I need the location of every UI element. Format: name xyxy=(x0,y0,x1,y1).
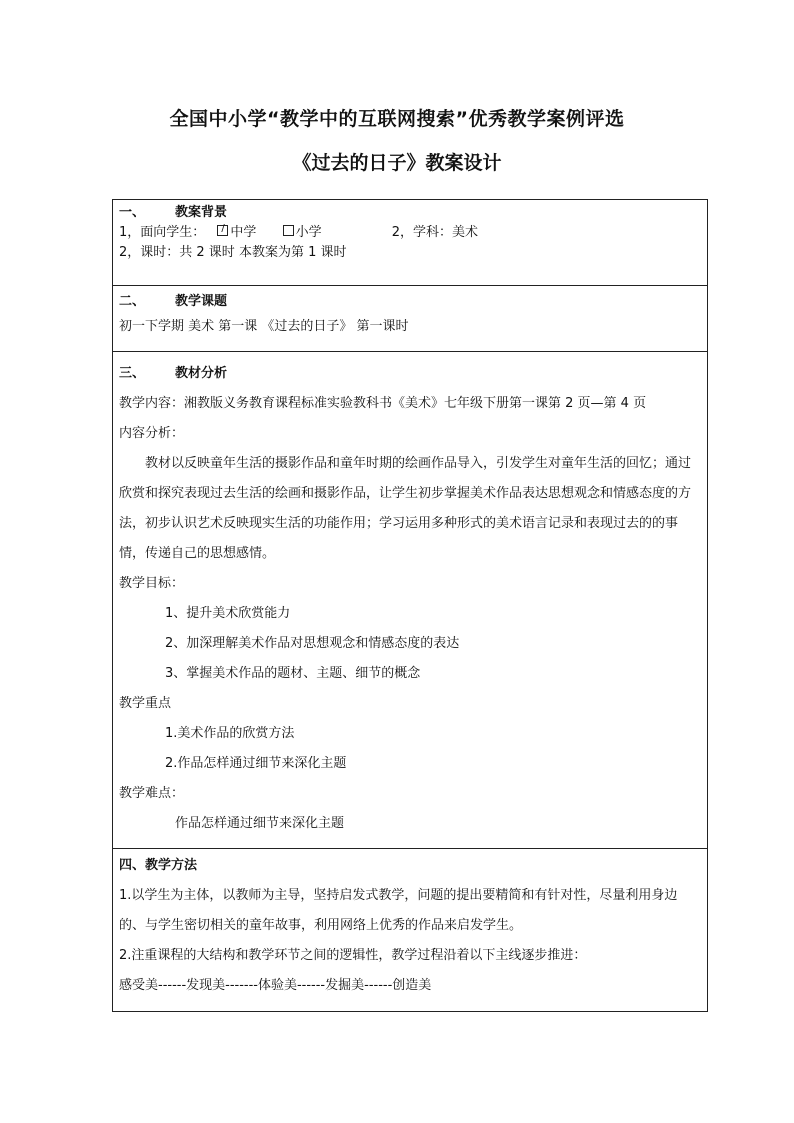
method-point-1: 1.以学生为主体，以教师为主导，坚持启发式教学，问题的提出要精简和有针对性，尽量利用身边的、与学生密切相关的童年故事，利用网络上优秀的作品来启发学生。 xyxy=(119,888,678,933)
unchecked-box-icon xyxy=(283,225,294,236)
key-point-item: 2.作品怎样通过细节来深化主题 xyxy=(165,756,347,771)
section-method xyxy=(113,849,707,1011)
method-point-2: 2.注重课程的大结构和教学环节之间的逻辑性，教学过程沿着以下主线逐步推进： xyxy=(119,948,587,963)
section-title: 四、教学方法 xyxy=(119,858,198,873)
key-point-item: 1.美术作品的欣赏方法 xyxy=(165,726,295,741)
analysis-paragraph: 教材以反映童年生活的摄影作品和童年时期的绘画作品导入，引发学生对童年生活的回忆；通过欣赏和探究表现过去生活的绘画和摄影作品，让学生初步掌握美术作品表达思想观念和情感态度的方法，初步认识艺术反映现实生活的功能作用；学习运用多种形式的美术语言记录和表现过去的的事情，传递自己的思想感情。 xyxy=(119,456,692,561)
difficulty-item: 作品怎样通过细节来深化主题 xyxy=(175,816,345,831)
section-title: 教材分析 xyxy=(175,366,228,381)
audience-row xyxy=(119,223,701,243)
hours-row: 2，课时：共 2 课时 本教案为第 1 课时 xyxy=(119,245,347,260)
section-analysis xyxy=(113,352,707,849)
document-subtitle: 《过去的日子》教案设计 xyxy=(292,152,502,174)
section-number: 三、 xyxy=(119,366,146,381)
checked-box-icon: / xyxy=(217,225,228,236)
section-heading xyxy=(119,292,701,312)
goals-label: 教学目标： xyxy=(119,576,185,591)
option-primary-school: 小学 xyxy=(295,225,322,240)
document-title: 全国中小学“教学中的互联网搜索”优秀教学案例评选 xyxy=(169,108,625,130)
section-heading xyxy=(119,203,701,223)
analysis-label: 内容分析： xyxy=(119,426,185,441)
section-topic xyxy=(113,286,707,352)
section-heading xyxy=(119,359,701,389)
method-chain: 感受美------发现美-------体验美------发掘美------创造美 xyxy=(119,978,432,993)
checkbox-middle-school xyxy=(217,225,230,240)
audience-label: 1，面向学生： xyxy=(119,225,206,240)
section-number: 二、 xyxy=(119,294,146,309)
checkbox-primary-school xyxy=(283,225,296,240)
key-points-label: 教学重点 xyxy=(119,696,172,711)
goal-item: 2、加深理解美术作品对思想观念和情感态度的表达 xyxy=(165,636,460,651)
lesson-plan-table xyxy=(112,199,708,1012)
topic-text: 初一下学期 美术 第一课 《过去的日子》 第一课时 xyxy=(119,319,409,334)
section-title: 教学课题 xyxy=(175,294,228,309)
option-middle-school: 中学 xyxy=(230,225,257,240)
goal-item: 3、掌握美术作品的题材、主题、细节的概念 xyxy=(165,666,421,681)
section-background xyxy=(113,200,707,286)
goal-item: 1、提升美术欣赏能力 xyxy=(165,606,291,621)
section-number: 一、 xyxy=(119,205,146,220)
subject-field: 2，学科：美术 xyxy=(391,225,479,240)
teaching-content: 教学内容：湘教版义务教育课程标准实验教科书《美术》七年级下册第一课第 2 页—第 4 页 xyxy=(119,396,647,411)
difficulty-label: 教学难点： xyxy=(119,786,185,801)
section-title: 教案背景 xyxy=(175,205,228,220)
